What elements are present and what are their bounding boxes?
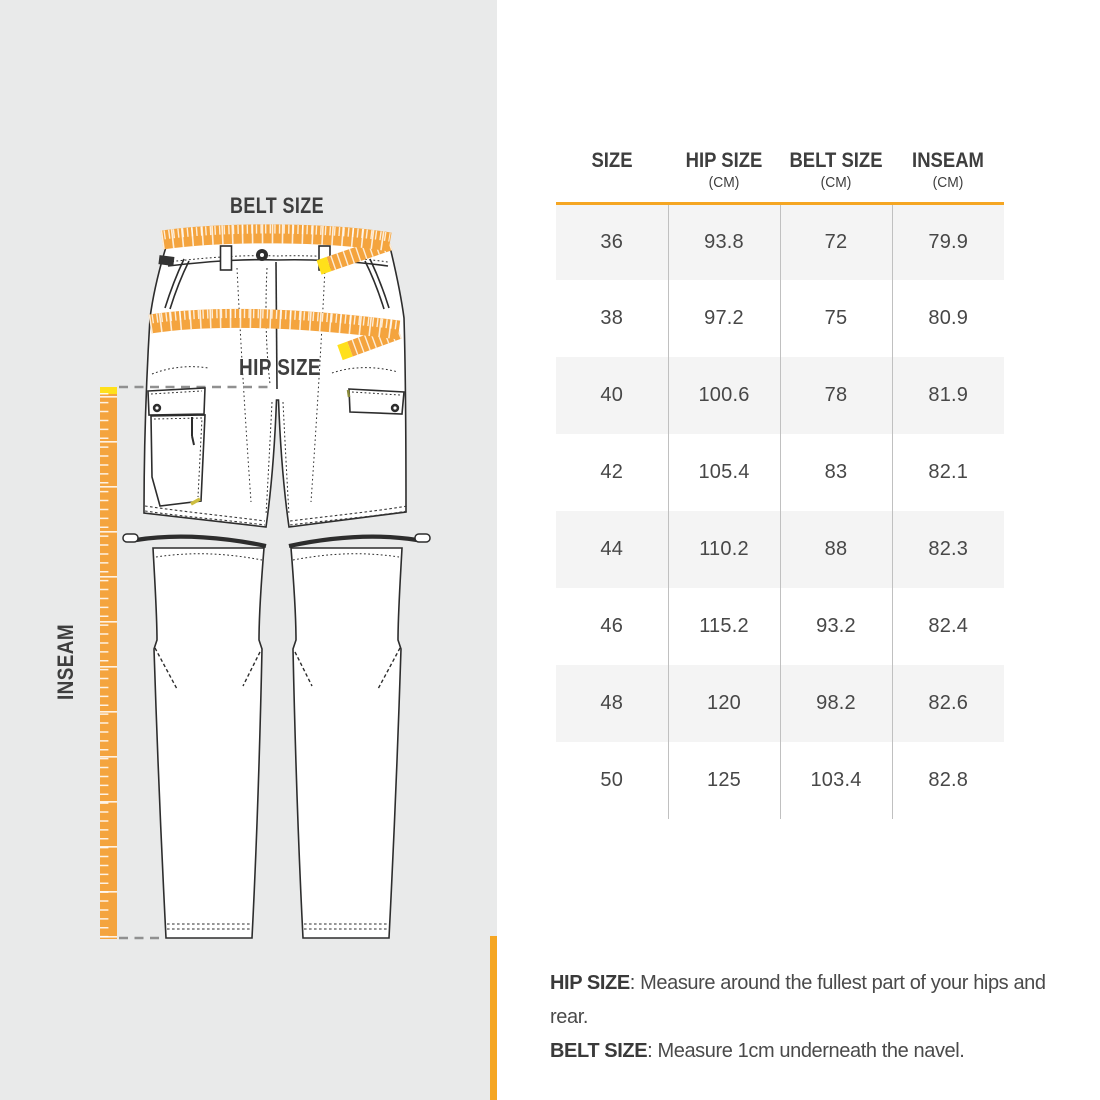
cell-size: 50: [600, 769, 624, 791]
cell-belt: 83: [780, 434, 892, 511]
cell-hip: 93.8: [668, 203, 780, 280]
cell-size: 36: [600, 230, 624, 253]
table-row: [556, 742, 1004, 819]
cell-size: 42: [600, 461, 624, 483]
snap-button-icon: [391, 404, 399, 412]
table-row: [556, 511, 1004, 588]
zip-off-separation: [123, 534, 430, 546]
cell-belt: 98.2: [780, 665, 892, 742]
inseam-ruler-tape: [104, 387, 108, 939]
right-cargo-pocket-flap: [348, 389, 404, 414]
table-row: [556, 588, 1004, 665]
cell-size: 46: [600, 615, 624, 637]
cell-hip: 97.2: [668, 280, 780, 357]
left-cargo-pocket: [148, 388, 205, 506]
cell-belt: 103.4: [780, 742, 892, 819]
table-header-row: [556, 141, 1004, 203]
measurement-notes: [550, 966, 1070, 1068]
cell-size: 40: [600, 384, 624, 406]
cell-inseam: 82.6: [892, 665, 1004, 742]
inseam-label: INSEAM: [53, 611, 78, 700]
zipper-pull-icon: [123, 534, 138, 542]
accent-bar: [490, 936, 497, 1100]
cell-inseam: 82.3: [892, 511, 1004, 588]
pants-measurement-diagram: [0, 0, 497, 1100]
col-header-hip-size: HIP SIZE (CM): [668, 141, 780, 203]
cell-size: 44: [600, 538, 624, 560]
cell-belt: 78: [780, 357, 892, 434]
cell-inseam: 82.4: [892, 588, 1004, 665]
col-header-inseam: INSEAM (CM): [892, 141, 1004, 203]
cell-size: 48: [600, 692, 624, 714]
cell-hip: 125: [668, 742, 780, 819]
cell-inseam: 79.9: [892, 203, 1004, 280]
lower-legs: [153, 548, 402, 938]
belt-size-label: BELT SIZE: [230, 193, 324, 218]
col-header-size: SIZE: [556, 141, 668, 203]
cell-hip: 110.2: [668, 511, 780, 588]
table-row: [556, 434, 1004, 511]
brand-tag: [158, 255, 174, 266]
cell-hip: 100.6: [668, 357, 780, 434]
hip-size-note: HIP SIZE: Measure around the fullest part of your hips and rear.: [550, 972, 1046, 1028]
cell-hip: 120: [668, 665, 780, 742]
snap-button-icon: [153, 404, 161, 412]
table-row: [556, 203, 1004, 280]
cell-belt: 72: [780, 203, 892, 280]
cell-hip: 115.2: [668, 588, 780, 665]
cell-hip: 105.4: [668, 434, 780, 511]
cell-inseam: 81.9: [892, 357, 1004, 434]
zipper-pull-icon: [415, 534, 430, 542]
cell-inseam: 82.8: [892, 742, 1004, 819]
table-row: [556, 665, 1004, 742]
cell-belt: 88: [780, 511, 892, 588]
hip-size-label: HIP SIZE: [239, 354, 321, 380]
size-guide-panel: [0, 0, 497, 1100]
col-header-belt-size: BELT SIZE (CM): [780, 141, 892, 203]
waist-button-icon: [256, 249, 268, 261]
cell-belt: 93.2: [780, 588, 892, 665]
cell-inseam: 80.9: [892, 280, 1004, 357]
cell-inseam: 82.1: [892, 434, 1004, 511]
table-row: [556, 280, 1004, 357]
belt-size-note: BELT SIZE: Measure 1cm underneath the navel.: [550, 1040, 965, 1062]
size-table: [556, 141, 1004, 819]
cell-size: 38: [600, 307, 624, 329]
cell-belt: 75: [780, 280, 892, 357]
table-row: [556, 357, 1004, 434]
